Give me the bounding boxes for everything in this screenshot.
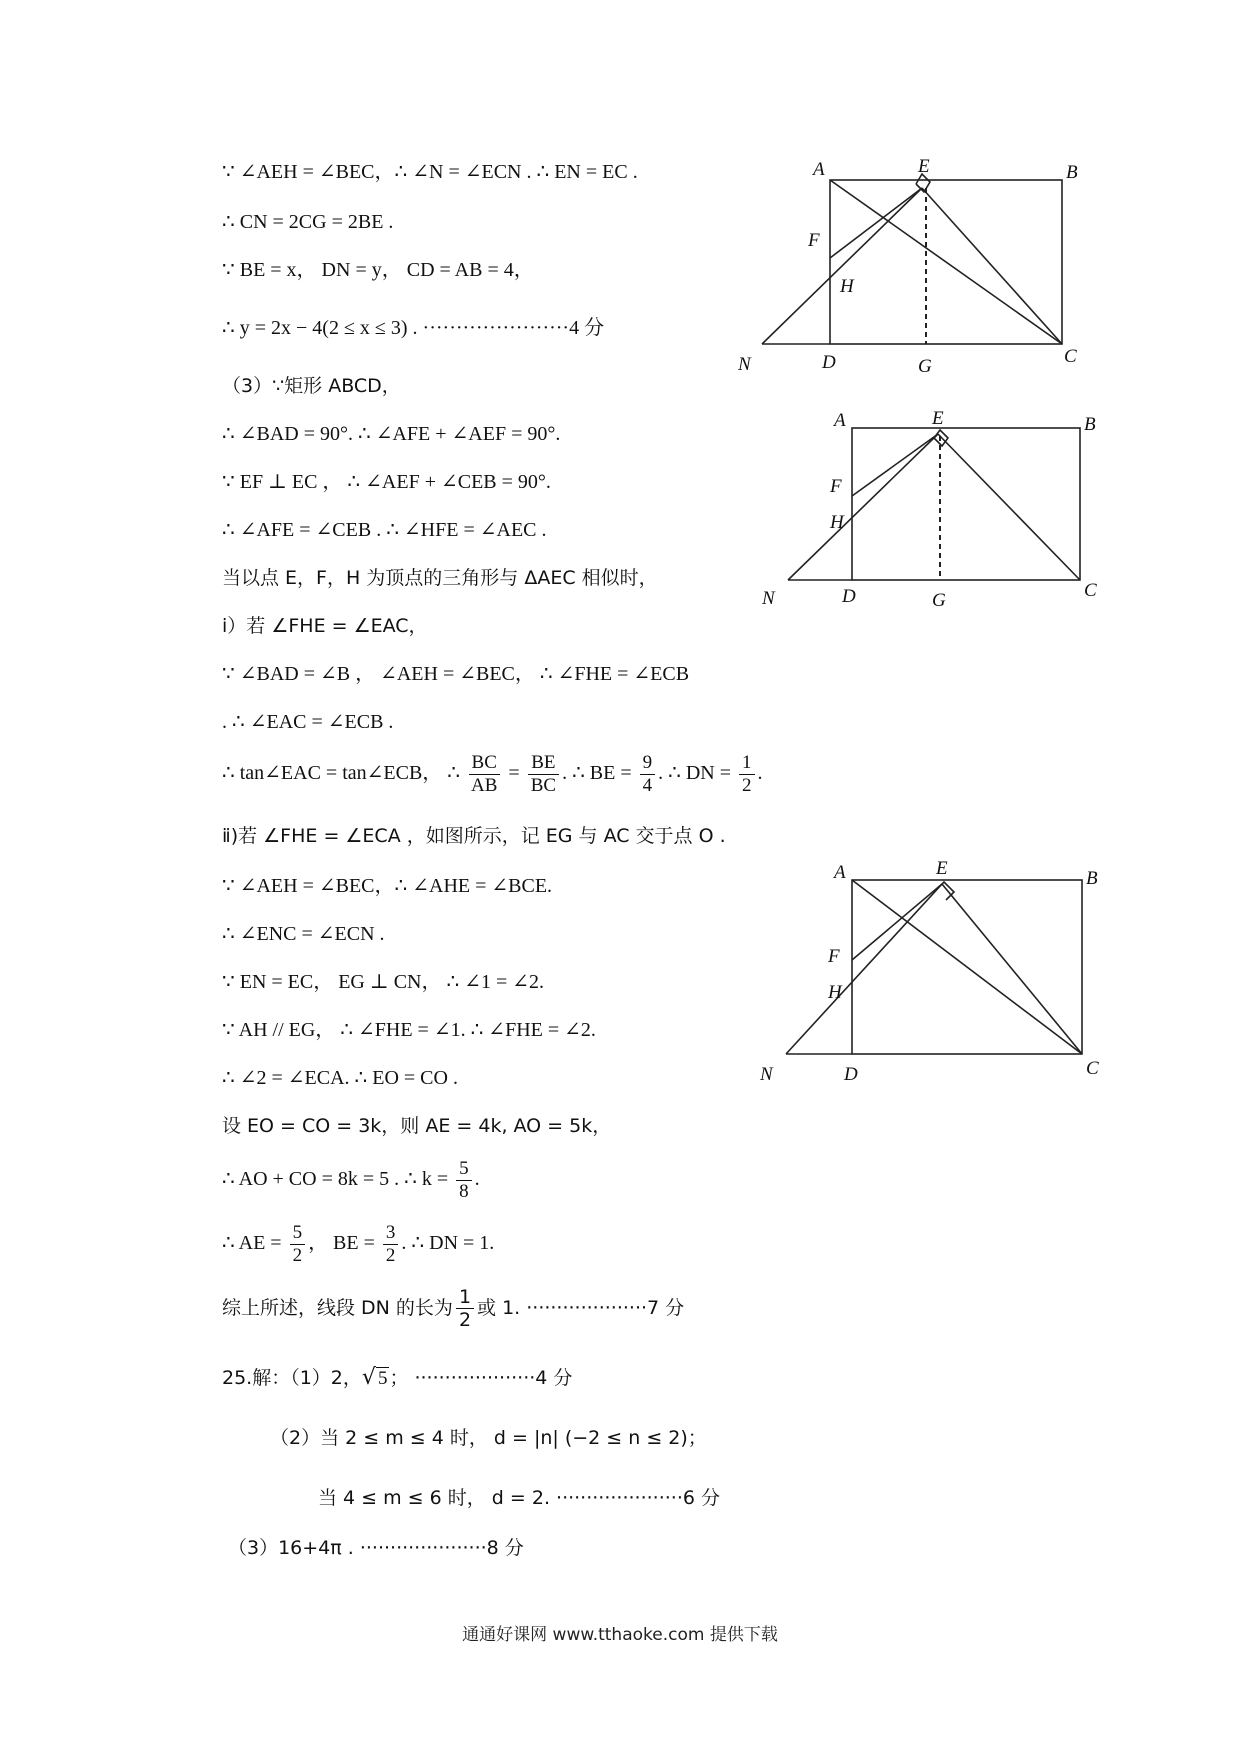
fraction-bc-ab: $\frac{BC}{AB}$ <box>468 752 500 797</box>
svg-text:E: E <box>918 156 930 177</box>
svg-text:F: F <box>830 476 842 497</box>
fraction-9-4: $\frac{9}{4}$ <box>640 752 656 797</box>
fraction-1-2: $\frac{1}{2}$ <box>739 752 755 797</box>
solution-line-11: ∵ ∠BAD = ∠B ， ∠AEH = ∠BEC， ∴ ∠FHE = ∠ECB <box>222 663 690 685</box>
case-i-heading: ⅰ）若 ∠FHE = ∠EAC， <box>222 615 428 637</box>
segment-ne <box>762 188 922 344</box>
svg-text:G: G <box>932 590 946 611</box>
page-footer: 通通好课网 www.tthaoke.com 提供下载 <box>462 1625 778 1645</box>
problem-25-part1: 25.解：（1）2，√ 5 ； ····················4 分 <box>222 1365 573 1390</box>
solution-line-12: . ∴ ∠EAC = ∠ECB . <box>222 711 394 733</box>
fraction-be-bc: $\frac{BE}{BC}$ <box>528 752 559 797</box>
svg-text:N: N <box>762 588 775 609</box>
svg-text:A: A <box>834 862 846 883</box>
solution-line-16: ∴ ∠ENC = ∠ECN . <box>222 923 385 945</box>
figure-2 <box>760 408 1100 648</box>
svg-text:E: E <box>932 408 944 429</box>
solution-line-3: ∵ BE = x， DN = y， CD = AB = 4， <box>222 259 534 281</box>
fraction-3-2: $\frac{3}{2}$ <box>383 1222 399 1267</box>
segment-fe <box>830 188 922 258</box>
svg-text:C: C <box>1086 1058 1099 1079</box>
problem-25-part2a: （2）当 2 ≤ m ≤ 4 时， d = |n| (−2 ≤ n ≤ 2)； <box>270 1427 707 1449</box>
solution-line-22: ∴ AE = $\frac{5}{2}$ ， BE = $\frac{3}{2}$ . ∴ DN = 1. <box>222 1222 495 1266</box>
svg-text:H: H <box>828 982 842 1003</box>
fraction-1-2-conclusion: $\frac{1}{2}$ <box>456 1286 474 1331</box>
solution-line-4: ∴ y = 2x − 4(2 ≤ x ≤ 3) . ······················4 分 <box>222 317 605 339</box>
svg-text:H: H <box>830 512 844 533</box>
svg-text:H: H <box>840 276 854 297</box>
figure-3 <box>760 858 1100 1090</box>
solution-line-18: ∵ AH // EG， ∴ ∠FHE = ∠1. ∴ ∠FHE = ∠2. <box>222 1019 596 1041</box>
case-ii-heading: ⅱ)若 ∠FHE = ∠ECA ，如图所示，记 EG 与 AC 交于点 O . <box>222 825 726 847</box>
svg-text:D: D <box>842 586 856 607</box>
part3-heading: （3）∵矩形 ABCD， <box>222 375 401 397</box>
svg-text:F: F <box>808 230 820 251</box>
sqrt-symbol: √ <box>361 1365 376 1390</box>
svg-text:C: C <box>1064 346 1077 367</box>
solution-line-7: ∵ EF ⊥ EC ， ∴ ∠AEF + ∠CEB = 90°. <box>222 471 551 493</box>
fraction-5-2: $\frac{5}{2}$ <box>290 1222 306 1267</box>
solution-line-2: ∴ CN = 2CG = 2BE . <box>222 211 394 233</box>
svg-text:C: C <box>1084 580 1097 601</box>
svg-text:E: E <box>936 858 948 879</box>
solution-line-1: ∵ ∠AEH = ∠BEC，∴ ∠N = ∠ECN . ∴ EN = EC . <box>222 161 638 183</box>
segment-ec <box>922 188 1062 344</box>
problem-25-part3: （3）16+4π . ·····················8 分 <box>228 1537 524 1559</box>
svg-text:D: D <box>822 352 836 373</box>
line13-pre: ∴ tan∠EAC = tan∠ECB， ∴ <box>222 762 466 785</box>
figure-1 <box>738 156 1080 380</box>
diagonal-ac <box>830 180 1062 344</box>
solution-line-19: ∴ ∠2 = ∠ECA. ∴ EO = CO . <box>222 1067 458 1089</box>
solution-line-17: ∵ EN = EC， EG ⊥ CN， ∴ ∠1 = ∠2. <box>222 971 544 993</box>
conclusion-line: 综上所述，线段 DN 的长为 $\frac{1}{2}$ 或 1. ····················7 分 <box>222 1286 685 1331</box>
problem-25-part2b: 当 4 ≤ m ≤ 6 时， d = 2. ·····················6 分 <box>318 1487 720 1509</box>
similarity-condition: 当以点 E，F，H 为顶点的三角形与 ΔAEC 相似时， <box>222 567 658 589</box>
svg-text:N: N <box>738 354 751 375</box>
svg-text:A: A <box>834 410 846 431</box>
rectangle-abcd-2 <box>852 428 1080 580</box>
solution-line-6: ∴ ∠BAD = 90°. ∴ ∠AFE + ∠AEF = 90°. <box>222 423 561 445</box>
svg-text:B: B <box>1086 868 1098 889</box>
svg-text:D: D <box>844 1064 858 1085</box>
svg-text:G: G <box>918 356 932 377</box>
solution-line-20: 设 EO = CO = 3k，则 AE = 4k, AO = 5k， <box>222 1115 612 1137</box>
svg-text:F: F <box>828 946 840 967</box>
solution-line-15: ∵ ∠AEH = ∠BEC，∴ ∠AHE = ∠BCE. <box>222 875 553 897</box>
fraction-5-8: $\frac{5}{8}$ <box>456 1158 472 1203</box>
solution-line-13: ∴ tan∠EAC = tan∠ECB， ∴ $\frac{BC}{AB}$ = $\frac{BE}{BC}$ . ∴ BE = $\frac{9}{4}$ . ∴ DN = $\frac{1}{2}$ . <box>222 752 763 796</box>
svg-text:A: A <box>813 159 825 180</box>
svg-text:N: N <box>760 1064 773 1085</box>
svg-text:B: B <box>1084 414 1096 435</box>
solution-line-8: ∴ ∠AFE = ∠CEB . ∴ ∠HFE = ∠AEC . <box>222 519 547 541</box>
solution-line-21: ∴ AO + CO = 8k = 5 . ∴ k = $\frac{5}{8}$ . <box>222 1158 480 1202</box>
svg-text:B: B <box>1066 162 1078 183</box>
